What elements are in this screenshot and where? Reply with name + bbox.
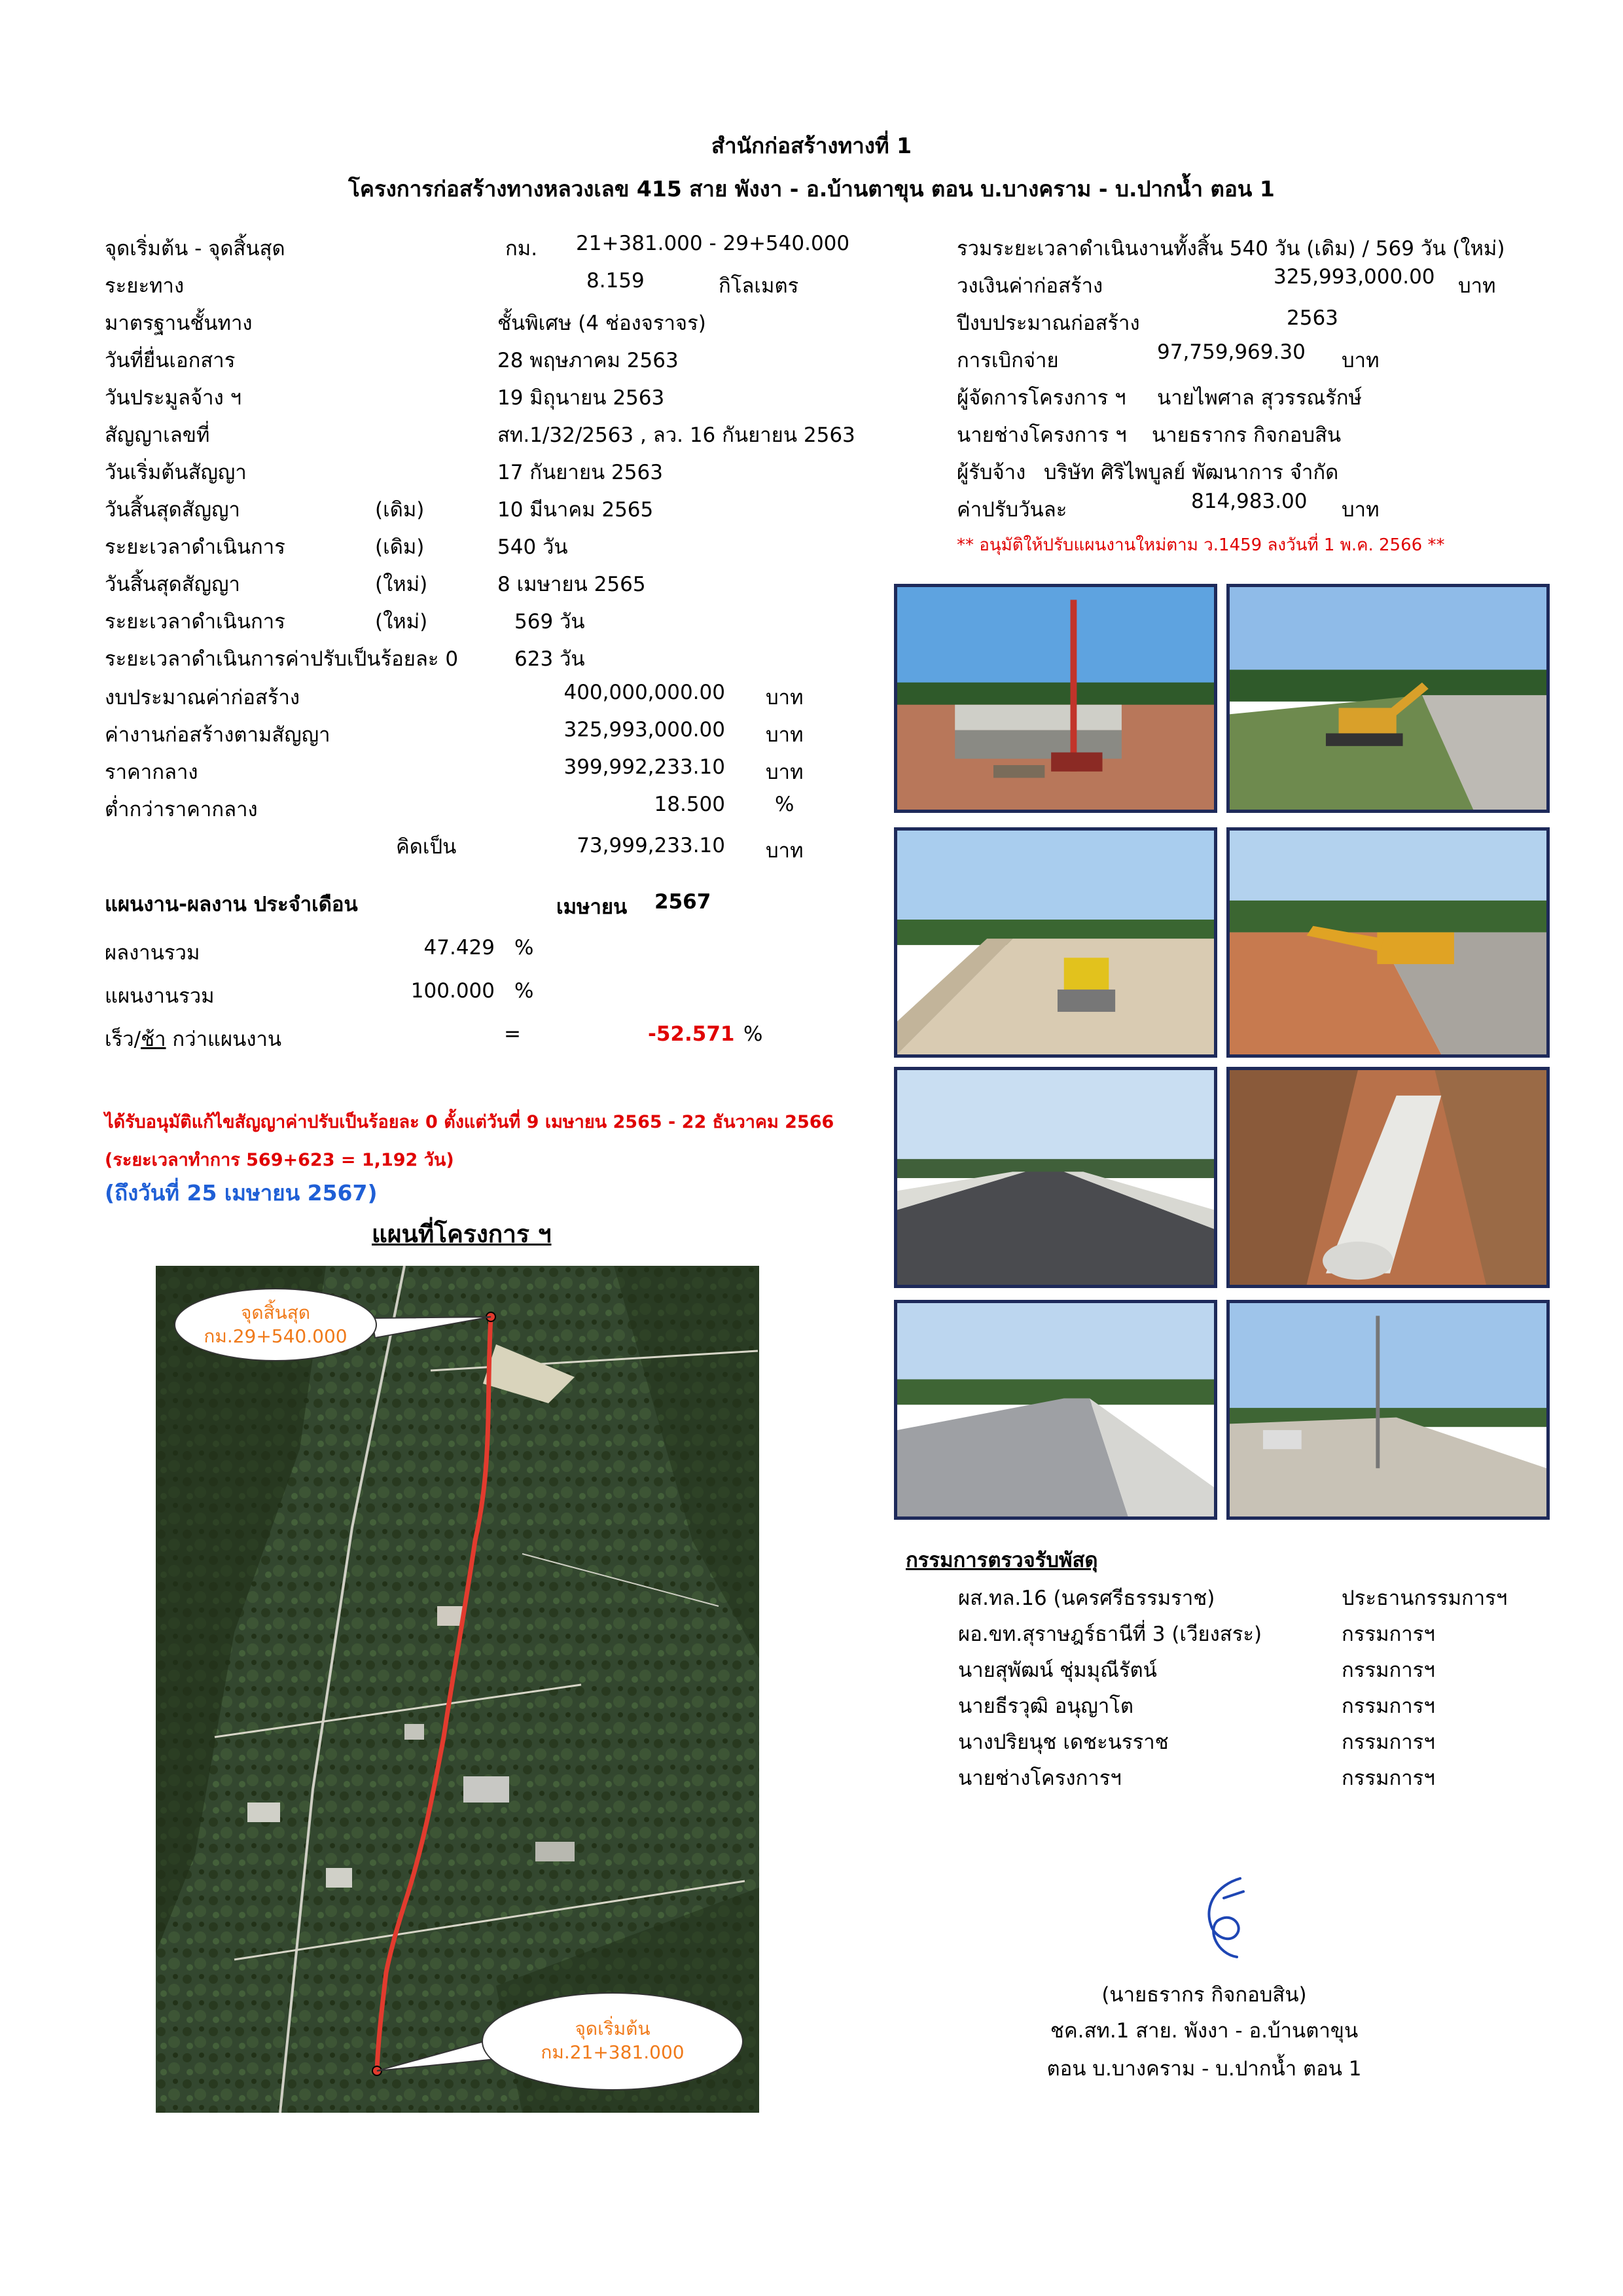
budget-label: วงเงินค่าก่อสร้าง [957, 274, 1103, 298]
info-label: วันประมูลจ้าง ฯ [105, 386, 241, 410]
budget-unit: บาท [766, 761, 804, 784]
photo-road-roller [894, 827, 1217, 1058]
end-km: กม.29+540.000 [204, 1325, 348, 1347]
member-role: กรรมการฯ [1342, 1623, 1435, 1646]
info-value: ชั้นพิเศษ (4 ช่องจราจร) [497, 312, 706, 335]
contractor-value: บริษัท ศิริไพบูลย์ พัฒนาการ จำกัด [1044, 461, 1339, 484]
engineer-label: นายช่างโครงการ ฯ [957, 423, 1127, 447]
project-map [156, 1266, 759, 2113]
info-unit: กม. [505, 237, 538, 260]
budget-unit: % [775, 793, 794, 816]
budget-unit: บาท [766, 723, 804, 747]
info-label: ระยะเวลาดำเนินการ [105, 535, 285, 559]
info-value: 28 พฤษภาคม 2563 [497, 349, 679, 372]
photo-excavator-soil [1226, 827, 1550, 1058]
member-name: นางปริยนุช เดชะนรราช [958, 1731, 1169, 1754]
progress-month: เมษายน [556, 895, 628, 919]
as-of-date: (ถึงวันที่ 25 เมษายน 2567) [105, 1180, 378, 1206]
disburse-label: การเบิกจ่าย [957, 349, 1059, 372]
office-title: สำนักก่อสร้างทางที่ 1 [711, 133, 912, 158]
info-value: 19 มิถุนายน 2563 [497, 386, 665, 410]
info-label: วันเริ่มต้นสัญญา [105, 461, 247, 484]
manager-label: ผู้จัดการโครงการ ฯ [957, 386, 1126, 410]
disburse-unit: บาท [1342, 349, 1380, 372]
info-value: 8.159 [586, 269, 645, 293]
engineer-value: นายธรากร กิจกอบสิน [1152, 423, 1342, 447]
budget-label: ราคากลาง [105, 761, 198, 784]
budget-value: 399,992,233.10 [563, 755, 725, 779]
member-name: นายธีรวุฒิ อนุญาโต [958, 1695, 1134, 1718]
member-name: ผอ.ขท.สุราษฎร์ธานีที่ 3 (เวียงสระ) [958, 1623, 1262, 1646]
info-label: วันสิ้นสุดสัญญา [105, 498, 240, 522]
manager-value: นายไพศาล สุวรรณรักษ์ [1157, 386, 1362, 410]
member-role: ประธานกรรมการฯ [1342, 1587, 1508, 1610]
info-label: วันที่ยื่นเอกสาร [105, 349, 236, 372]
fine-unit: บาท [1342, 498, 1380, 522]
member-role: กรรมการฯ [1342, 1659, 1435, 1682]
diff-unit: % [743, 1022, 763, 1046]
fiscal-label: ปีงบประมาณก่อสร้าง [957, 312, 1140, 335]
progress-title: แผนงาน-ผลงาน ประจำเดือน [105, 893, 358, 916]
budget-label: ค่างานก่อสร้างตามสัญญา [105, 723, 330, 747]
member-name: นายสุพัฒน์ ชุ่มมุณีรัตน์ [958, 1659, 1157, 1682]
info-value: 569 วัน [514, 610, 585, 634]
project-title: โครงการก่อสร้างทางหลวงเลข 415 สาย พังงา - อ.บ้านตาขุน ตอน บ.บางคราม - บ.ปากน้ำ ตอน 1 [348, 176, 1275, 202]
info-label: จุดเริ่มต้น - จุดสิ้นสุด [105, 237, 285, 260]
end-label: จุดสิ้นสุด [240, 1302, 311, 1323]
plan-unit: % [514, 979, 534, 1003]
budget-value: 325,993,000.00 [563, 718, 725, 742]
info-tag: (เดิม) [375, 498, 425, 522]
committee-title: กรรมการตรวจรับพัสดุ [906, 1549, 1098, 1572]
info-value: 17 กันยายน 2563 [497, 461, 663, 484]
contractor-label: ผู้รับจ้าง [957, 461, 1026, 484]
info-label: สัญญาเลขที่ [105, 423, 210, 447]
info-value: 623 วัน [514, 647, 585, 671]
budget-unit: บาท [1458, 274, 1496, 298]
member-name: ผส.ทล.16 (นครศรีธรรมราช) [958, 1587, 1215, 1610]
revised-plan-note: ** อนุมัติให้ปรับแผนงานใหม่ตาม ว.1459 ลงวันที่ 1 พ.ค. 2566 ** [957, 535, 1445, 555]
photo-asphalt-road [894, 1067, 1217, 1288]
signer-position-2: ตอน บ.บางคราม - บ.ปากน้ำ ตอน 1 [1046, 2057, 1362, 2081]
info-label: ระยะทาง [105, 274, 185, 298]
map-title: แผนที่โครงการ ฯ [372, 1220, 552, 1248]
info-value: 21+381.000 - 29+540.000 [576, 232, 850, 255]
end-point-callout [174, 1288, 377, 1361]
member-role: กรรมการฯ [1342, 1731, 1435, 1754]
fine-label: ค่าปรับวันละ [957, 498, 1067, 522]
diff-value: -52.571 [648, 1022, 735, 1046]
info-value: 10 มีนาคม 2565 [497, 498, 654, 522]
photo-drainage-pipe [1226, 1067, 1550, 1288]
info-label: มาตรฐานชั้นทาง [105, 312, 253, 335]
budget-label: คิดเป็น [396, 835, 457, 859]
photo-median-road [1226, 1300, 1550, 1520]
budget-value: 325,993,000.00 [1274, 265, 1435, 289]
actual-value: 47.429 [423, 936, 495, 960]
plan-label: แผนงานรวม [105, 984, 215, 1008]
signer-position-1: ชค.สท.1 สาย. พังงา - อ.บ้านตาขุน [1050, 2019, 1359, 2043]
info-tag: (เดิม) [375, 535, 425, 559]
info-value: สท.1/32/2563 , ลว. 16 กันยายน 2563 [497, 423, 855, 447]
photo-pile-driving [894, 584, 1217, 813]
diff-label: เร็ว/ช้า กว่าแผนงาน [105, 1028, 282, 1051]
budget-unit: บาท [766, 686, 804, 709]
duration-note: (ระยะเวลาทำการ 569+623 = 1,192 วัน) [105, 1150, 454, 1170]
signer-name: (นายธรากร กิจกอบสิน) [1101, 1983, 1307, 2007]
info-label: ระยะเวลาดำเนินการค่าปรับเป็นร้อยละ 0 [105, 647, 459, 671]
info-tag: (ใหม่) [375, 573, 428, 596]
member-name: นายช่างโครงการฯ [958, 1767, 1122, 1790]
plan-value: 100.000 [410, 979, 495, 1003]
duration-total: รวมระยะเวลาดำเนินงานทั้งสิ้น 540 วัน (เดิม) / 569 วัน (ใหม่) [957, 237, 1505, 260]
start-km: กม.21+381.000 [541, 2041, 685, 2063]
approval-note: ได้รับอนุมัติแก้ไขสัญญาค่าปรับเป็นร้อยละ 0 ตั้งแต่วันที่ 9 เมษายน 2565 - 22 ธันวาคม 2566 [105, 1112, 834, 1132]
start-label: จุดเริ่มต้น [575, 2018, 651, 2039]
start-point-callout [482, 1992, 743, 2090]
budget-value: 73,999,233.10 [577, 834, 725, 857]
info-label: ระยะเวลาดำเนินการ [105, 610, 285, 634]
budget-value: 400,000,000.00 [563, 681, 725, 704]
handwritten-signature [1178, 1872, 1263, 1964]
fiscal-value: 2563 [1287, 306, 1338, 330]
budget-value: 18.500 [654, 793, 725, 816]
info-tag: (ใหม่) [375, 610, 428, 634]
info-unit: กิโลเมตร [719, 274, 799, 298]
budget-unit: บาท [766, 839, 804, 863]
photo-concrete-road [894, 1300, 1217, 1520]
fine-value: 814,983.00 [1191, 490, 1308, 513]
info-value: 8 เมษายน 2565 [497, 573, 646, 596]
budget-label: ต่ำกว่าราคากลาง [105, 798, 258, 821]
disburse-value: 97,759,969.30 [1157, 340, 1306, 364]
member-role: กรรมการฯ [1342, 1695, 1435, 1718]
progress-year: 2567 [654, 890, 711, 914]
diff-equals: = [504, 1022, 521, 1046]
info-value: 540 วัน [497, 535, 568, 559]
info-label: วันสิ้นสุดสัญญา [105, 573, 240, 596]
actual-unit: % [514, 936, 534, 960]
member-role: กรรมการฯ [1342, 1767, 1435, 1790]
photo-excavator-roadside [1226, 584, 1550, 813]
actual-label: ผลงานรวม [105, 941, 200, 965]
budget-label: งบประมาณค่าก่อสร้าง [105, 686, 300, 709]
